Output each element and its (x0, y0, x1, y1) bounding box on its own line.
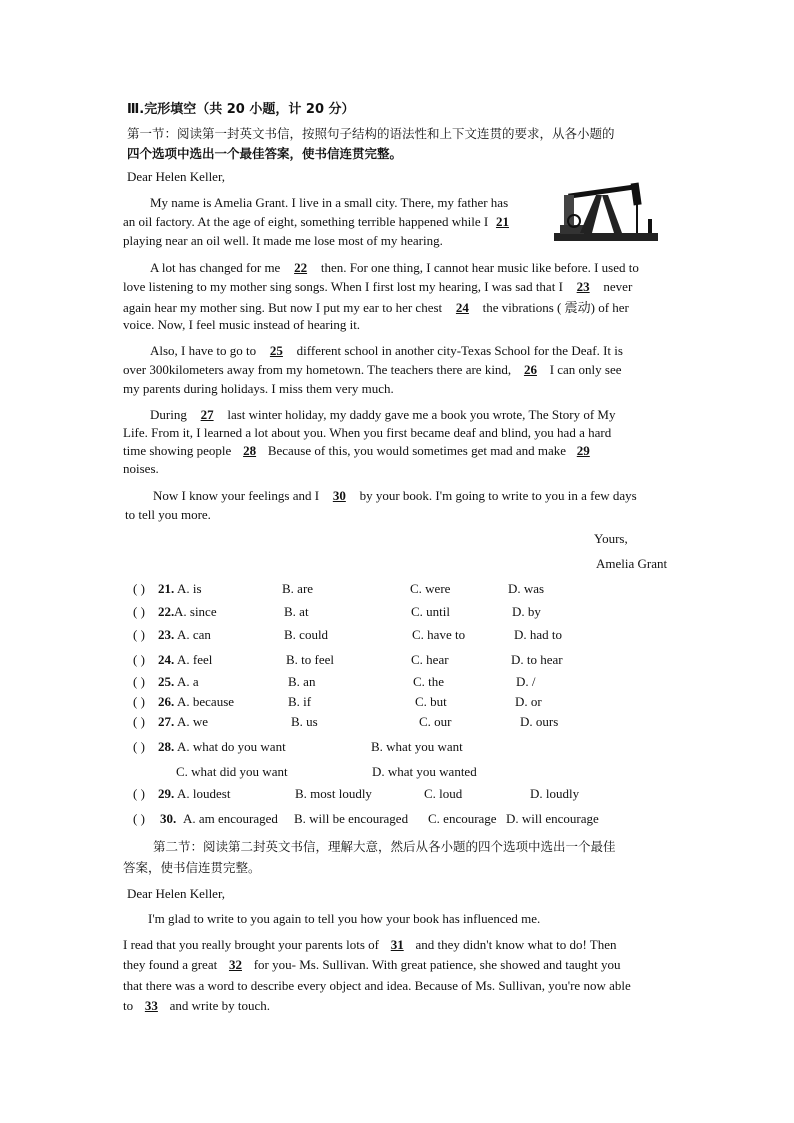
q22-number: 22. (158, 604, 175, 619)
q25-option-b[interactable]: B. an (288, 674, 316, 689)
letter2-line2-text-a: I read that you really brought your parents lots of (123, 937, 379, 952)
q25-number: 25. (158, 674, 175, 689)
blank-33[interactable]: 33 (144, 998, 158, 1013)
q23-option-a[interactable]: A. can (177, 627, 211, 642)
part2-instruction-line1: 第二节：阅读第二封英文书信，理解大意，然后从各小题的四个选项中选出一个最佳 (153, 839, 616, 854)
part1-instruction-line1: 第一节：阅读第一封英文书信，按照句子结构的语法性和上下文连贯的要求，从各小题的 (127, 126, 615, 141)
q22-answer-paren[interactable]: ( ) (133, 604, 145, 619)
p1-line1: My name is Amelia Grant. I live in a small city. There, my father has (150, 195, 509, 210)
q30-answer-paren[interactable]: ( ) (133, 811, 145, 826)
p4-line2: Life. From it, I learned a lot about you. When you first became deaf and blind, you had a hard (123, 425, 612, 440)
q23-option-c[interactable]: C. have to (412, 627, 466, 642)
p2-line3 (123, 297, 629, 316)
p3-line2-text-b: I can only see (549, 362, 622, 377)
q26-number: 26. (158, 694, 175, 709)
p5-line1-text-a: Now I know your feelings and I (153, 488, 320, 503)
q27-number: 27. (158, 714, 175, 729)
letter2-line4: that there was a word to describe every object and idea. Because of Ms. Sullivan, you're now able (123, 978, 631, 993)
q26-answer-paren[interactable]: ( ) (133, 694, 145, 709)
p4-line1-text-b: last winter holiday, my daddy gave me a book you wrote, The Story of My (227, 407, 616, 422)
p2-line2 (123, 279, 632, 295)
q26-option-b[interactable]: B. if (288, 694, 312, 709)
q28-option-d[interactable]: D. what you wanted (372, 764, 477, 779)
q28-answer-paren[interactable]: ( ) (133, 739, 145, 754)
p5-line1-text-b: by your book. I'm going to write to you in a few days (359, 488, 637, 503)
q24-option-d[interactable]: D. to hear (511, 652, 563, 667)
q28-option-b[interactable]: B. what you want (371, 739, 463, 754)
letter2-greeting: Dear Helen Keller, (127, 886, 226, 901)
q25-option-c[interactable]: C. the (413, 674, 445, 689)
q27-answer-paren[interactable]: ( ) (133, 714, 145, 729)
p2-line1-text-a: A lot has changed for me (150, 260, 281, 275)
q21-option-a[interactable]: A. is (177, 581, 202, 596)
q30-number: 30. (160, 811, 177, 826)
p1-line2 (123, 214, 513, 230)
p3-line3: my parents during holidays. I miss them very much. (123, 381, 394, 396)
letter2-line2 (123, 937, 617, 953)
p4-line1-text-a: During (150, 407, 187, 422)
q28-number: 28. (158, 739, 175, 754)
p4-line1 (150, 407, 615, 423)
q27-option-d[interactable]: D. ours (520, 714, 559, 729)
p4-line4: noises. (123, 461, 159, 476)
q30-option-b[interactable]: B. will be encouraged (294, 811, 409, 826)
p2-line3-text-b: the vibrations ( 震动) of her (482, 300, 629, 315)
q30-option-d[interactable]: D. will encourage (506, 811, 599, 826)
q29-option-c[interactable]: C. loud (424, 786, 463, 801)
p1-line2-text: an oil factory. At the age of eight, something terrible happened while I (123, 214, 489, 229)
q29-answer-paren[interactable]: ( ) (133, 786, 145, 801)
p2-line2-text-b: never (603, 279, 633, 294)
q28-option-c[interactable]: C. what did you want (176, 764, 288, 779)
letter2-line3-text-b: for you- Ms. Sullivan. With great patience, she showed and taught you (253, 957, 621, 972)
q29-option-d[interactable]: D. loudly (530, 786, 580, 801)
q28-option-a[interactable]: A. what do you want (177, 739, 286, 754)
p2-line3-text-a: again hear my mother sing. But now I put my ear to her chest (123, 300, 443, 315)
p5-line2: to tell you more. (125, 507, 211, 522)
p3-line1-text-a: Also, I have to go to (150, 343, 257, 358)
q21-option-d[interactable]: D. was (508, 581, 545, 596)
blank-31[interactable]: 31 (390, 937, 404, 952)
q23-number: 23. (158, 627, 175, 642)
q27-option-a[interactable]: A. we (177, 714, 209, 729)
letter1-signature: Amelia Grant (596, 556, 668, 571)
blank-28[interactable]: 28 (243, 443, 257, 458)
oil-pump-jack-illustration (552, 181, 662, 247)
blank-25[interactable]: 25 (269, 343, 283, 358)
q24-number: 24. (158, 652, 175, 667)
letter2-line2-text-b: and they didn't know what to do! Then (415, 937, 617, 952)
p4-line3-text-b: Because of this, you would sometimes get mad and make (267, 443, 567, 458)
section-title: Ⅲ.完形填空（共 20 小题，计 20 分） (127, 102, 355, 117)
q24-option-c[interactable]: C. hear (411, 652, 449, 667)
part1-instruction-line2: 四个选项中选出一个最佳答案，使书信连贯完整。 (127, 146, 403, 161)
q29-number: 29. (158, 786, 175, 801)
q23-answer-paren[interactable]: ( ) (133, 627, 145, 642)
q26-option-c[interactable]: C. but (415, 694, 447, 709)
blank-26[interactable]: 26 (523, 362, 537, 377)
q22-option-a[interactable]: A. since (174, 604, 217, 619)
q22-option-c[interactable]: C. until (411, 604, 451, 619)
p5-line1 (153, 488, 637, 504)
p3-line1-text-b: different school in another city-Texas School for the Deaf. It is (296, 343, 623, 358)
letter2-line5-text-a: to (123, 998, 134, 1013)
p3-line2 (123, 362, 622, 378)
letter1-closing: Yours, (594, 531, 628, 546)
q30-option-c[interactable]: C. encourage (428, 811, 497, 826)
q22-option-d[interactable]: D. by (512, 604, 541, 619)
blank-30[interactable]: 30 (332, 488, 346, 503)
p2-line1 (150, 260, 639, 276)
blank-24[interactable]: 24 (455, 300, 469, 315)
part2-instruction-line2: 答案，使书信连贯完整。 (123, 860, 261, 875)
blank-23[interactable]: 23 (576, 279, 590, 294)
q21-option-c[interactable]: C. were (410, 581, 451, 596)
q23-option-d[interactable]: D. had to (514, 627, 563, 642)
p2-line4: voice. Now, I feel music instead of hearing it. (123, 317, 361, 332)
letter2-line3-text-a: they found a great (123, 957, 218, 972)
p3-line2-text-a: over 300kilometers away from my hometown. The teachers there are kind, (123, 362, 512, 377)
q29-option-a[interactable]: A. loudest (177, 786, 231, 801)
blank-22[interactable]: 22 (294, 260, 308, 275)
p1-line3: playing near an oil well. It made me lose most of my hearing. (123, 233, 443, 248)
p4-line3 (123, 443, 597, 459)
p2-line2-text-a: love listening to my mother sing songs. When I first lost my hearing, I was sad that I (123, 279, 563, 294)
blank-32[interactable]: 32 (228, 957, 242, 972)
q25-option-a[interactable]: A. a (177, 674, 199, 689)
q25-answer-paren[interactable]: ( ) (133, 674, 145, 689)
q21-option-b[interactable]: B. are (282, 581, 314, 596)
q23-option-b[interactable]: B. could (284, 627, 329, 642)
q21-number: 21. (158, 581, 175, 596)
q24-option-a[interactable]: A. feel (177, 652, 213, 667)
p2-line1-text-b: then. For one thing, I cannot hear music like before. I used to (320, 260, 639, 275)
p4-line3-text-a: time showing people (123, 443, 232, 458)
letter1-greeting: Dear Helen Keller, (127, 169, 226, 184)
q21-answer-paren[interactable]: ( ) (133, 581, 145, 596)
q24-answer-paren[interactable]: ( ) (133, 652, 145, 667)
letter2-line3 (123, 957, 621, 973)
q24-option-b[interactable]: B. to feel (286, 652, 335, 667)
blank-27[interactable]: 27 (200, 407, 214, 422)
q27-option-c[interactable]: C. our (419, 714, 452, 729)
q25-option-d[interactable]: D. / (516, 674, 536, 689)
letter2-line5 (123, 998, 270, 1014)
p3-line1 (150, 343, 623, 359)
letter2-line1: I'm glad to write to you again to tell you how your book has influenced me. (148, 911, 541, 926)
q27-option-b[interactable]: B. us (291, 714, 318, 729)
q29-option-b[interactable]: B. most loudly (295, 786, 372, 801)
q26-option-a[interactable]: A. because (177, 694, 235, 709)
blank-21[interactable]: 21 (495, 214, 509, 229)
q26-option-d[interactable]: D. or (515, 694, 542, 709)
q30-option-a[interactable]: A. am encouraged (183, 811, 278, 826)
q22-option-b[interactable]: B. at (284, 604, 309, 619)
blank-29[interactable]: 29 (576, 443, 590, 458)
letter2-line5-text-b: and write by touch. (169, 998, 270, 1013)
